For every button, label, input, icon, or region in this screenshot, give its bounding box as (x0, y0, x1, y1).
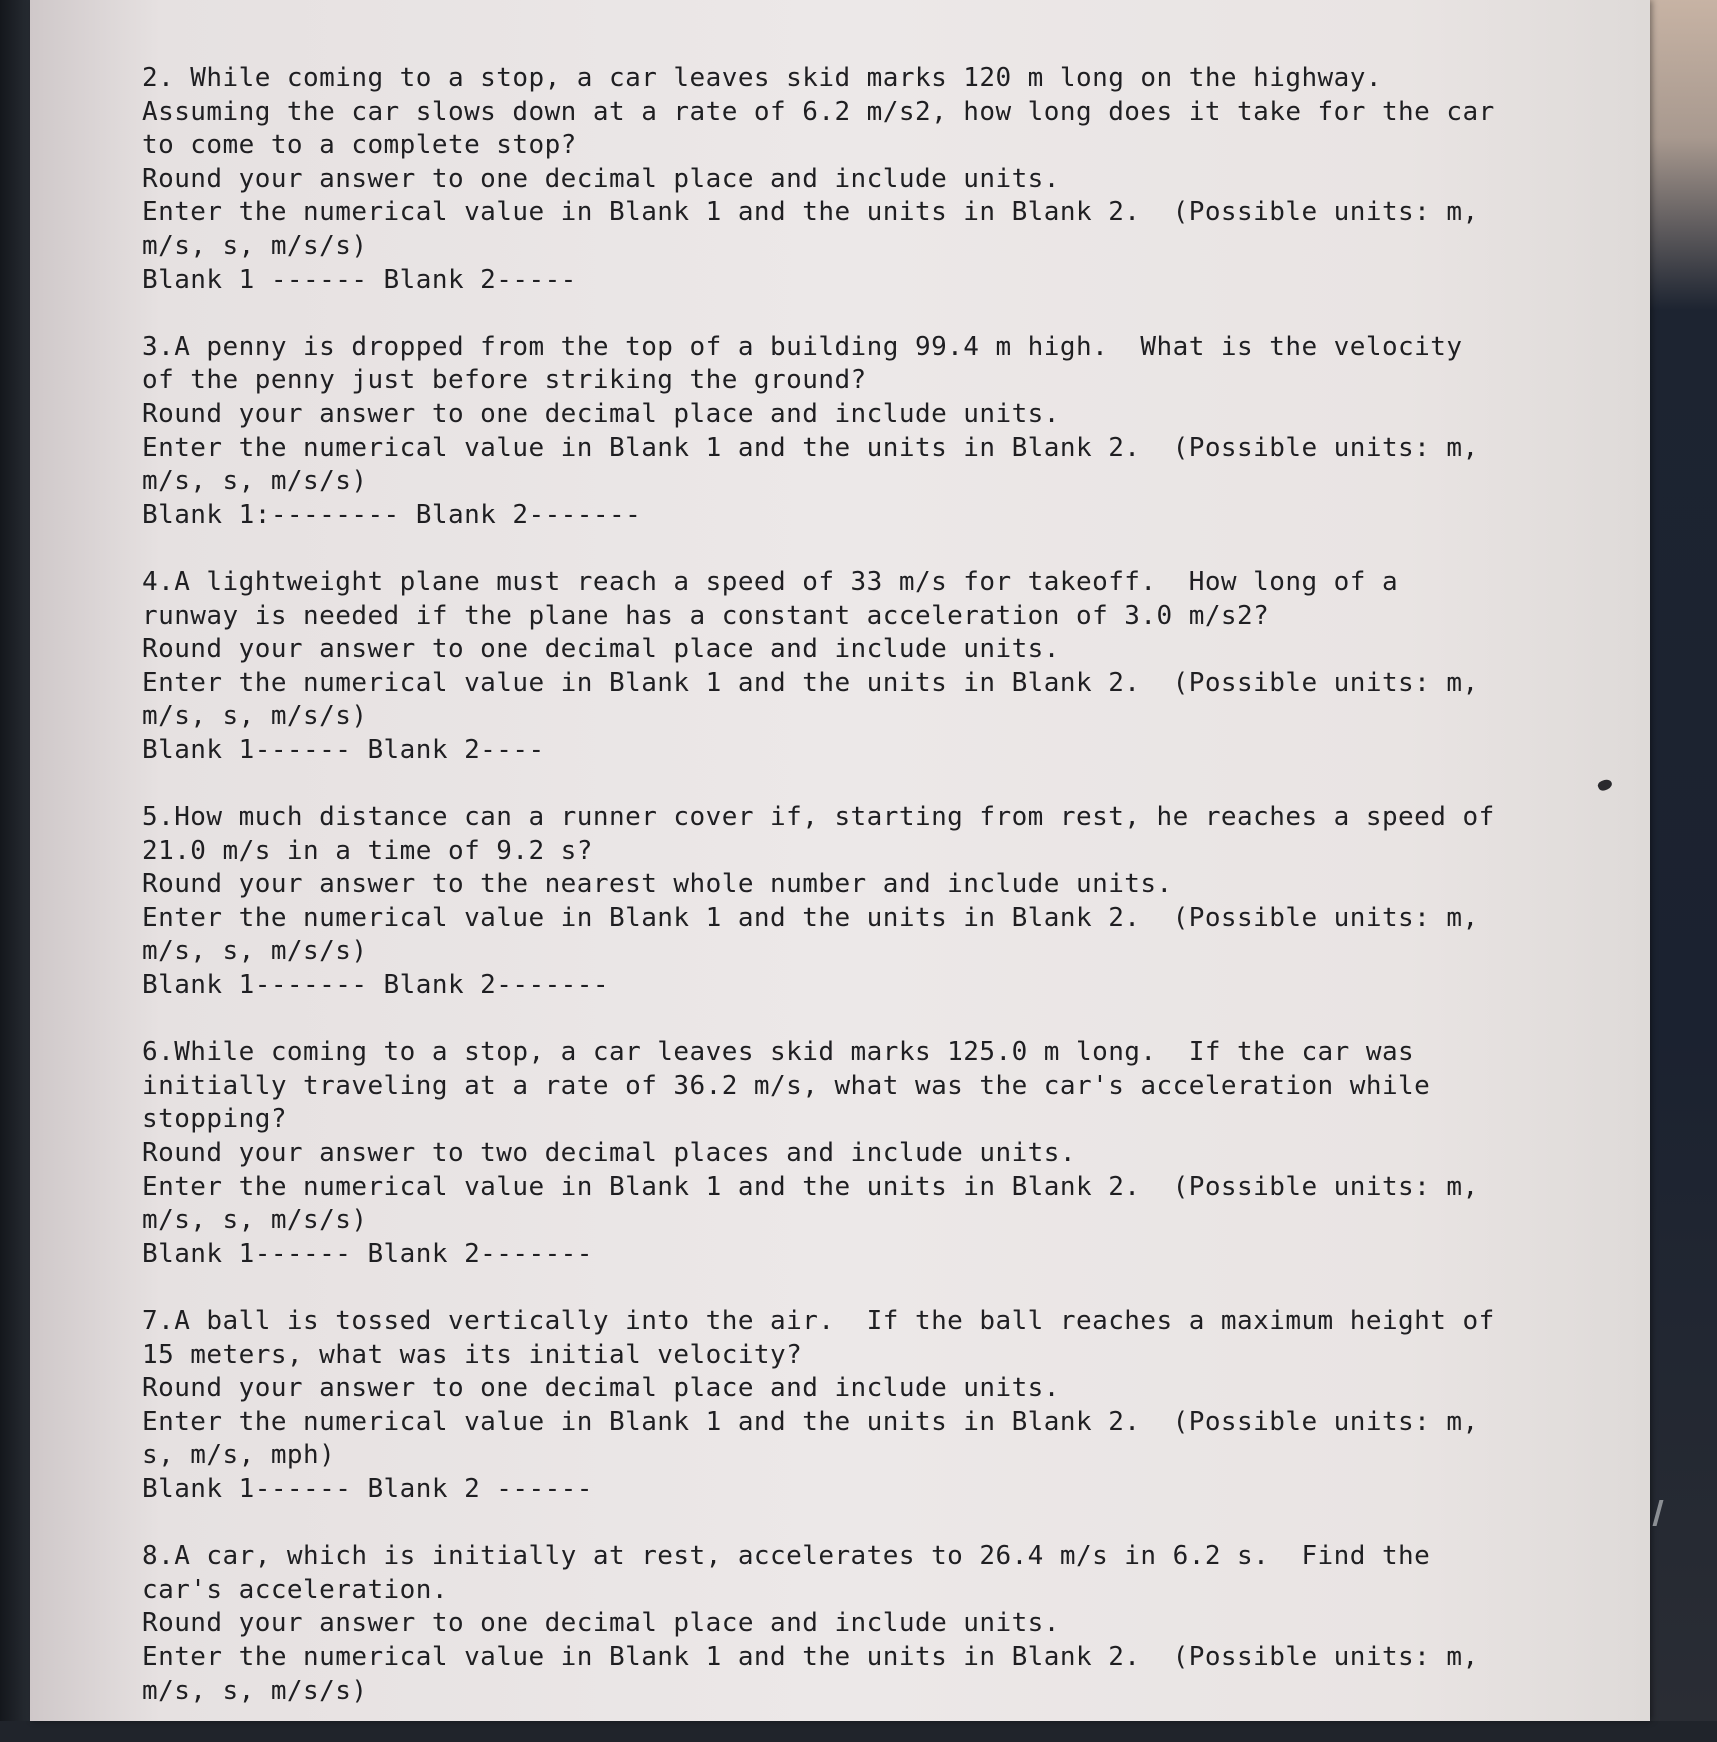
entry-instruction: Enter the numerical value in Blank 1 and the units in Blank 2. (Possible units: m, (142, 902, 1479, 933)
possible-units: m/s, s, m/s/s) (142, 1205, 368, 1236)
question-4 (142, 566, 1542, 768)
question-line: 7.A ball is tossed vertically into the air. If the ball reaches a maximum height of (142, 1305, 1495, 1336)
question-line: 6.While coming to a stop, a car leaves skid marks 125.0 m long. If the car was (142, 1037, 1415, 1068)
question-line: 4.A lightweight plane must reach a speed of 33 m/s for takeoff. How long of a (142, 566, 1399, 597)
answer-blanks: Blank 1------- Blank 2------- (142, 970, 609, 1001)
possible-units: m/s, s, m/s/s) (142, 936, 368, 967)
question-line: to come to a complete stop? (142, 130, 577, 161)
possible-units: m/s, s, m/s/s) (142, 701, 368, 732)
entry-instruction: Enter the numerical value in Blank 1 and the units in Blank 2. (Possible units: m, (142, 1641, 1479, 1672)
question-line: 5.How much distance can a runner cover if, starting from rest, he reaches a speed of (142, 802, 1495, 833)
answer-blanks: Blank 1 ------ Blank 2----- (142, 264, 577, 295)
question-line: 3.A penny is dropped from the top of a building 99.4 m high. What is the velocity (142, 331, 1463, 362)
question-line: initially traveling at a rate of 36.2 m/s, what was the car's acceleration while (142, 1070, 1431, 1101)
entry-instruction: Enter the numerical value in Blank 1 and the units in Blank 2. (Possible units: m, (142, 1406, 1479, 1437)
desk-left-edge (0, 0, 34, 1721)
question-line: 8.A car, which is initially at rest, accelerates to 26.4 m/s in 6.2 s. Find the (142, 1541, 1431, 1572)
question-line: 2. While coming to a stop, a car leaves skid marks 120 m long on the highway. (142, 63, 1382, 93)
worksheet-content (142, 62, 1542, 1742)
question-line: runway is needed if the plane has a constant acceleration of 3.0 m/s2? (142, 600, 1270, 631)
rounding-instruction: Round your answer to two decimal places and include units. (142, 1138, 1076, 1168)
question-line: Assuming the car slows down at a rate of 6.2 m/s2, how long does it take for the car (142, 96, 1495, 127)
answer-blanks: Blank 1------ Blank 2---- (142, 734, 545, 765)
entry-instruction: Enter the numerical value in Blank 1 and the units in Blank 2. (Possible units: m, (142, 432, 1479, 463)
answer-blanks: Blank 1------ Blank 2------- (142, 1238, 593, 1269)
answer-blanks: Blank 1:-------- Blank 2------- (142, 499, 642, 530)
question-8 (142, 1540, 1542, 1708)
possible-units: m/s, s, m/s/s) (142, 1675, 368, 1706)
question-line: of the penny just before striking the ground? (142, 365, 867, 396)
rounding-instruction: Round your answer to one decimal place and include units. (142, 163, 1060, 194)
entry-instruction: Enter the numerical value in Blank 1 and the units in Blank 2. (Possible units: m, (142, 1171, 1479, 1202)
question-5 (142, 801, 1542, 1003)
question-7 (142, 1305, 1542, 1507)
answer-blanks: Blank 1------ Blank 2 ------ (142, 1473, 593, 1504)
entry-instruction: Enter the numerical value in Blank 1 and the units in Blank 2. (Possible units: m, (142, 197, 1479, 228)
entry-instruction: Enter the numerical value in Blank 1 and the units in Blank 2. (Possible units: m, (142, 667, 1479, 698)
possible-units: m/s, s, m/s/s) (142, 466, 368, 497)
rounding-instruction: Round your answer to one decimal place and include units. (142, 1608, 1060, 1639)
question-line: 15 meters, what was its initial velocity? (142, 1339, 803, 1370)
possible-units: s, m/s, mph) (142, 1440, 336, 1471)
rounding-instruction: Round your answer to one decimal place and include units. (142, 398, 1060, 429)
question-line: 21.0 m/s in a time of 9.2 s? (142, 835, 593, 866)
question-line: stopping? (142, 1104, 287, 1135)
rounding-instruction: Round your answer to one decimal place and include units. (142, 634, 1060, 665)
rounding-instruction: Round your answer to one decimal place and include units. (142, 1373, 1060, 1404)
possible-units: m/s, s, m/s/s) (142, 230, 368, 261)
rounding-instruction: Round your answer to the nearest whole number and include units. (142, 869, 1173, 900)
question-2 (142, 62, 1542, 297)
question-6 (142, 1036, 1542, 1271)
question-3 (142, 331, 1542, 533)
question-line: car's acceleration. (142, 1574, 448, 1605)
